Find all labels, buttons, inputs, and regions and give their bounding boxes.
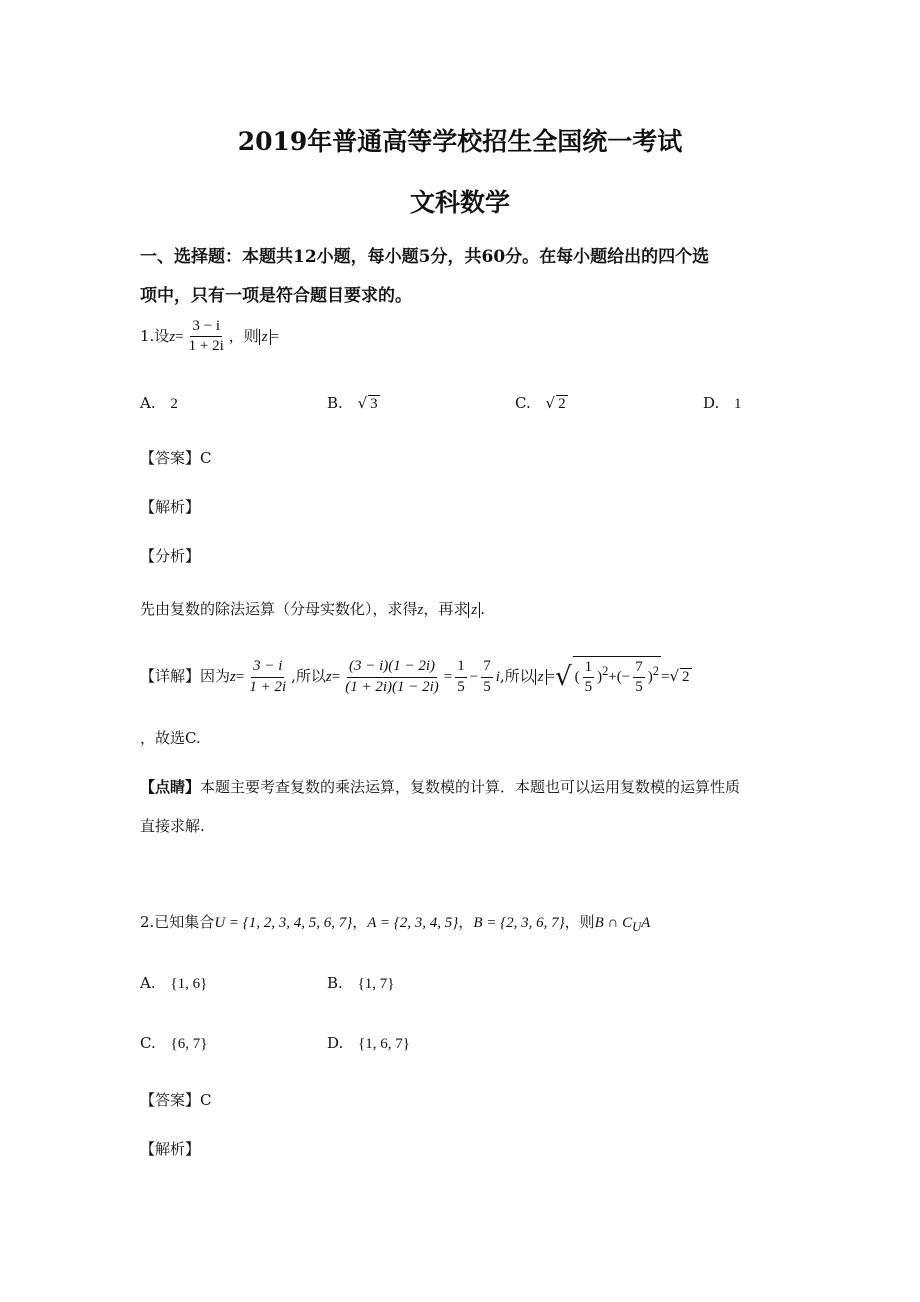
q1-option-c-value: 2	[558, 396, 566, 412]
q1-detail-frac4	[481, 658, 493, 696]
q2-option-a-value: {1, 6}	[170, 976, 208, 992]
q1-fenxi-label: 【分析】	[140, 547, 201, 565]
q1-fenxi-body: 先由复数的除法运算（分母实数化），求得	[140, 600, 418, 618]
q2-answer-label: 【答案】	[140, 1091, 201, 1109]
q1-analysis-label: 【解析】	[140, 498, 201, 516]
q1-detail-frac4-num: 7	[481, 658, 493, 677]
q1-detail-so2: ,所以	[499, 667, 535, 686]
q1-detail-so1: ,所以	[291, 667, 326, 686]
q2-expr: B ∩ C	[594, 915, 633, 931]
q1-detail-eq5: =	[661, 669, 670, 686]
q1-fraction-num: 3 − i	[190, 318, 222, 337]
q1-detail-frac6-den: 5	[635, 679, 643, 696]
q1-option-d-value: 1	[734, 396, 742, 412]
q1-abs-z: z	[259, 329, 271, 345]
q1-dianjing-label: 【点睛】	[140, 778, 201, 796]
q1-detail-frac6	[633, 659, 645, 697]
q1-option-a-label: A.	[140, 394, 156, 412]
q1-stem	[140, 318, 279, 356]
q1-detail	[140, 656, 692, 697]
q1-detail-i: i	[495, 669, 500, 686]
q2-sep1: ，	[352, 913, 368, 931]
q1-detail-frac3-num: 1	[455, 658, 467, 677]
q1-fenxi-mid: ，再求	[423, 600, 469, 618]
q1-detail-abs-z: z	[535, 669, 547, 685]
q1-detail-eq2: =	[331, 669, 341, 686]
q1-detail-frac1	[247, 658, 288, 696]
q1-detail-frac1-den: 1 + 2i	[249, 678, 287, 695]
q2-prefix: 2.已知集合	[140, 913, 215, 931]
section-heading-line1: 一、选择题：本题共12小题，每小题5分，共60分。在每小题给出的四个选	[140, 247, 710, 267]
q1-dianjing-line2: 直接求解.	[140, 817, 205, 835]
q1-detail-z1: z	[230, 669, 236, 686]
q2-option-c	[140, 1034, 207, 1053]
q1-option-d-label: D.	[703, 394, 720, 412]
q2-a-set: A = {2, 3, 4, 5}	[367, 915, 459, 931]
q2-sep2: ，	[458, 913, 474, 931]
q1-option-c-label: C.	[515, 394, 531, 412]
q2-option-d-label: D.	[327, 1034, 344, 1052]
q1-detail-z2: z	[325, 669, 332, 686]
q2-stem	[140, 911, 650, 935]
q1-answer	[140, 447, 212, 468]
q1-detail-frac3-den: 5	[457, 678, 465, 695]
q1-detail-eq4: =	[546, 669, 555, 686]
q1-detail-frac2	[343, 658, 441, 696]
q1-answer-value: C	[200, 449, 212, 467]
q1-prefix: 1.设	[140, 326, 170, 345]
q2-then: ，则	[564, 913, 595, 931]
q2-b-set: B = {2, 3, 6, 7}	[473, 915, 565, 931]
q1-detail-exp2: 2	[652, 664, 660, 679]
sqrt-icon: √	[357, 394, 368, 412]
q2-option-a-label: A.	[140, 974, 156, 992]
q1-detail-eq3: =	[443, 669, 453, 686]
q1-fenxi-end: .	[480, 600, 485, 618]
q1-fraction	[187, 318, 226, 356]
q1-detail-open1: (	[574, 669, 580, 686]
q2-option-c-value: {6, 7}	[170, 1036, 208, 1052]
q1-detail-plus: +	[608, 669, 617, 686]
q1-mid: ，则	[228, 326, 259, 345]
q1-dianjing-line1	[140, 776, 740, 797]
q1-detail-frac4-den: 5	[483, 678, 491, 695]
q2-option-d-value: {1, 6, 7}	[358, 1036, 410, 1052]
q1-detail-frac6-num: 7	[633, 659, 645, 678]
q1-option-d	[703, 394, 742, 413]
q1-fenxi-text	[140, 598, 485, 619]
q1-detail-label: 【详解】	[140, 667, 201, 686]
q1-detail-frac2-den: (1 + 2i)(1 − 2i)	[345, 678, 439, 695]
q2-analysis-label: 【解析】	[140, 1140, 201, 1158]
q1-answer-label: 【答案】	[140, 449, 201, 467]
q1-detail-radicand	[573, 656, 661, 697]
sqrt-icon: √	[669, 667, 680, 686]
q1-detail-close2: )	[647, 669, 653, 686]
q1-option-c	[515, 394, 568, 413]
q1-dianjing-text1: 本题主要考查复数的乘法运算，复数模的计算．本题也可以运用复数模的运算性质	[200, 778, 741, 796]
q1-fraction-den: 1 + 2i	[188, 338, 224, 355]
page-subtitle: 文科数学	[409, 188, 510, 217]
q2-option-b-value: {1, 7}	[357, 976, 395, 992]
q1-detail-frac5	[583, 659, 595, 697]
q2-option-d	[327, 1034, 410, 1053]
q1-detail-minus: −	[469, 669, 479, 686]
q1-detail-close1: )	[597, 669, 603, 686]
q1-option-b	[327, 394, 380, 413]
q1-detail-exp1: 2	[602, 664, 609, 679]
q1-detail-end: ，故选C.	[140, 729, 201, 747]
q2-expr-tail: A	[641, 915, 651, 931]
sqrt-icon: √	[545, 394, 556, 412]
q1-tail: =	[270, 328, 280, 345]
section-heading-line2: 项中，只有一项是符合题目要求的。	[140, 286, 412, 306]
q1-option-b-value: 3	[370, 396, 378, 412]
q2-answer	[140, 1089, 212, 1110]
q2-expr-sub: U	[632, 920, 642, 934]
q1-option-a	[140, 394, 178, 413]
q1-fenxi-abs-z: z	[468, 602, 480, 618]
q1-detail-because: 因为	[200, 667, 231, 686]
page-title: 2019年普通高等学校招生全国统一考试	[237, 127, 683, 156]
q2-option-b	[327, 974, 394, 993]
q1-detail-open2: (−	[616, 669, 631, 686]
q1-detail-eq1: =	[235, 669, 245, 686]
q1-fenxi-z: z	[417, 602, 424, 618]
q2-option-a	[140, 974, 207, 993]
sqrt-icon: √	[555, 662, 572, 693]
q1-detail-frac3	[455, 658, 467, 696]
q2-answer-value: C	[200, 1091, 212, 1109]
q1-detail-frac5-den: 5	[584, 679, 593, 696]
q1-option-a-value: 2	[170, 396, 178, 412]
q1-detail-result: 2	[682, 669, 690, 686]
q1-detail-frac1-num: 3 − i	[251, 658, 284, 677]
q1-detail-frac2-num: (3 − i)(1 − 2i)	[347, 658, 437, 677]
q2-u-set: U = {1, 2, 3, 4, 5, 6, 7}	[214, 915, 353, 931]
q2-option-c-label: C.	[140, 1034, 156, 1052]
q1-option-b-label: B.	[327, 394, 343, 412]
q1-detail-frac5-num: 1	[583, 659, 595, 678]
q2-option-b-label: B.	[327, 974, 343, 992]
q1-eq: =	[175, 328, 184, 345]
q1-z: z	[169, 328, 176, 345]
